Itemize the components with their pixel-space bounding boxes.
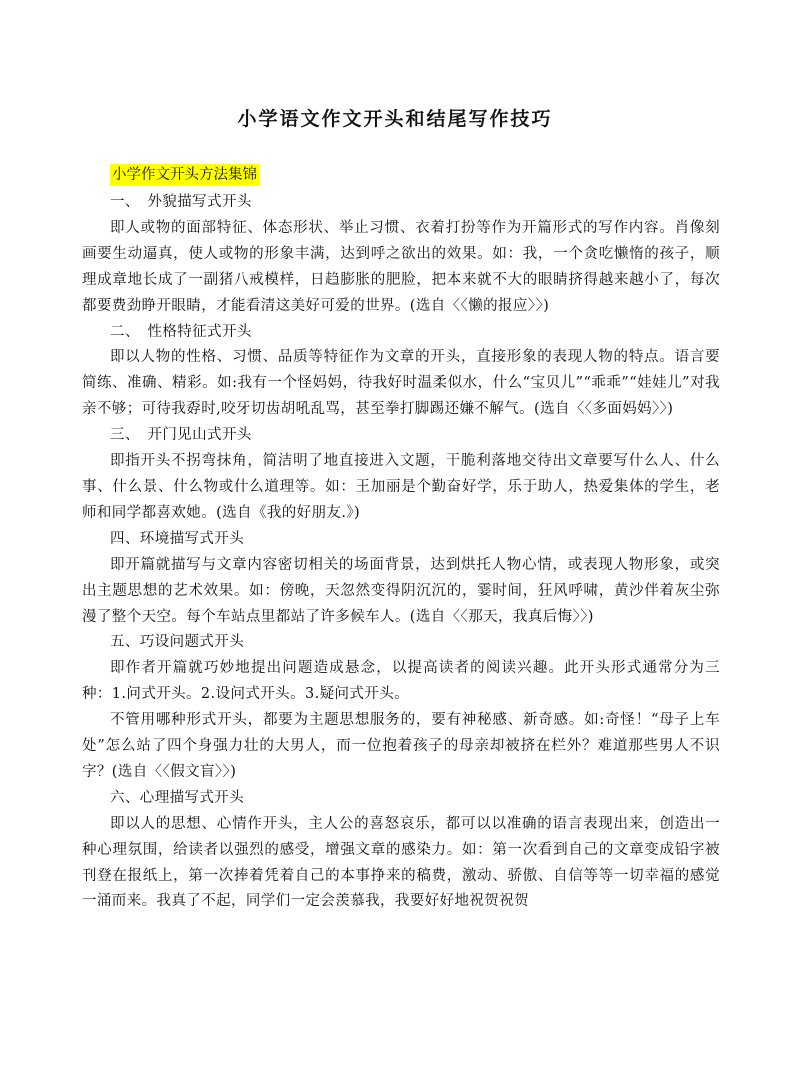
subheading: 二、 性格特征式开头 xyxy=(110,323,252,340)
paragraph: 即作者开篇就巧妙地提出问题造成悬念，以提高读者的阅读兴趣。此开头形式通常分为三种：1.问式开头。2.设问式开头。3.疑问式开头。 xyxy=(82,660,720,703)
section-label-highlighted: 小学作文开头方法集锦 xyxy=(110,164,259,186)
document-title: 小学语文作文开头和结尾写作技巧 xyxy=(237,108,553,130)
subheading: 六、心理描写式开头 xyxy=(110,789,245,806)
paragraph: 即以人物的性格、习惯、品质等特征作为文章的开头，直接形象的表现人物的特点。语言要简练、准确、精彩。如:我有一个怪妈妈，待我好时温柔似水，什么“宝贝儿”“乖乖”“娃娃儿”对我亲不够；可待我孬时,咬牙切齿胡吼乱骂，甚至拳打脚踢还嫌不解气。(选自〈〈多面妈妈〉〉) xyxy=(82,349,720,418)
subheading: 一、 外貌描写式开头 xyxy=(110,194,252,210)
subheading: 五、巧设问题式开头 xyxy=(110,634,245,651)
subheading: 三、 开门见山式开头 xyxy=(110,427,252,444)
paragraph: 即指开头不拐弯抹角，简洁明了地直接进入文题，干脆利落地交待出文章要写什么人、什么事、什么景、什么物或什么道理等。如：王加丽是个勤奋好学，乐于助人，热爱集体的学生，老师和同学都喜欢她。(选自《我的好朋友.》) xyxy=(82,453,720,521)
paragraph: 不管用哪种形式开头，都要为主题思想服务的，要有神秘感、新奇感。如:奇怪！“母子上车处”怎么站了四个身强力壮的大男人，而一位抱着孩子的母亲却被挤在栏外？难道那些男人不识字？(选自〈〈假文盲〉〉) xyxy=(82,712,720,780)
paragraph: 即以人的思想、心情作开头，主人公的喜怒哀乐，都可以以准确的语言表现出来，创造出一种心理氛围，给读者以强烈的感受，增强文章的感染力。如：第一次看到自己的文章变成铅字被刊登在报纸上，第一次捧着凭着自己的本事挣来的稿费，激动、骄傲、自信等等一切幸福的感觉一涌而来。我真了不起，同学们一定会羡慕我，我要好好地祝贺祝贺 xyxy=(82,815,720,910)
document-body xyxy=(82,190,720,915)
subheading: 四、环境描写式开头 xyxy=(110,530,245,547)
paragraph: 即开篇就描写与文章内容密切相关的场面背景，达到烘托人物心情，或表现人物形象，或突出主题思想的艺术效果。如：傍晚，天忽然变得阴沉沉的，霎时间，狂风呼啸，黄沙伴着灰尘弥漫了整个天空。每个车站点里都站了许多候车人。(选自〈〈那天，我真后悔〉〉) xyxy=(82,556,720,625)
paragraph: 即人或物的面部特征、体态形状、举止习惯、衣着打扮等作为开篇形式的写作内容。肖像刻画要生动逼真，使人或物的形象丰满，达到呼之欲出的效果。如：我，一个贪吃懒惰的孩子，顺理成章地长成了一副猪八戒模样，日趋膨胀的肥脸，把本来就不大的眼睛挤得越来越小了，每次都要费劲睁开眼睛，才能看清这美好可爱的世界。(选自〈〈懒的报应〉〉) xyxy=(82,219,720,314)
